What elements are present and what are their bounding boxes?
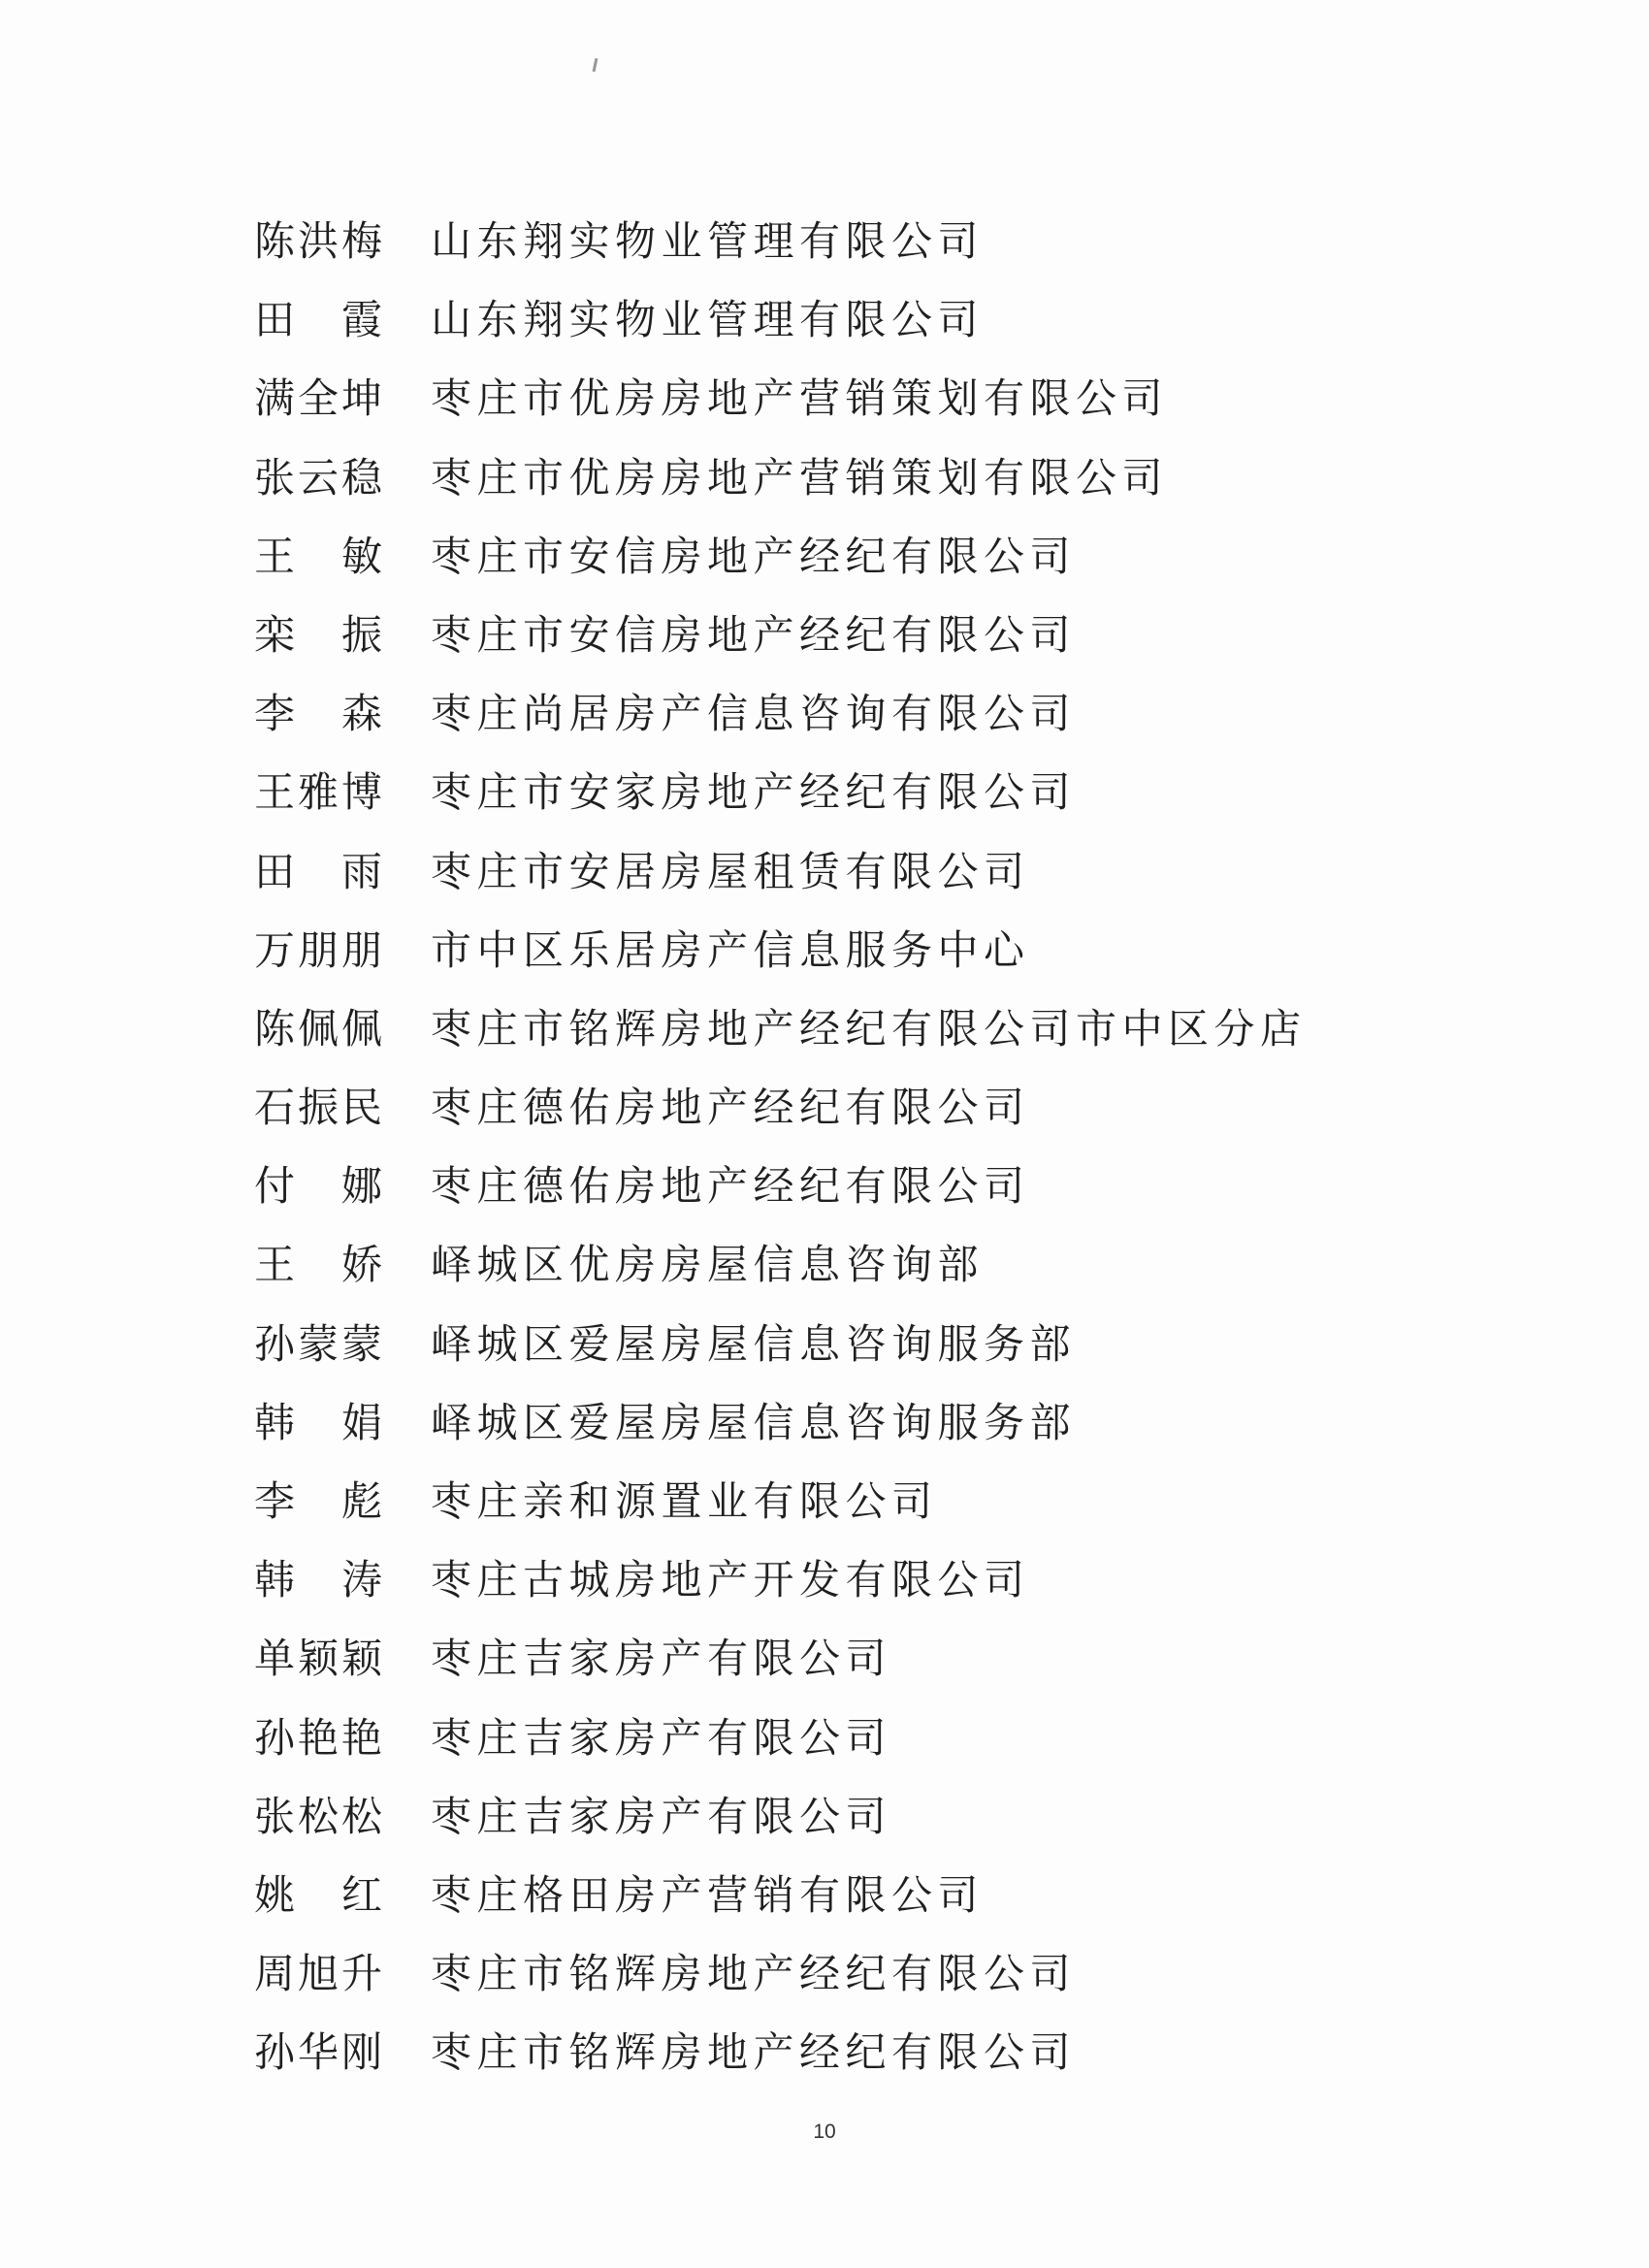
- list-item: [254, 452, 1515, 531]
- person-name: 李 彪: [254, 1477, 386, 1525]
- person-name: 田 雨: [254, 847, 386, 895]
- person-name: 田 霞: [254, 296, 386, 344]
- company-name: 枣庄市铭辉房地产经纪有限公司市中区分店: [431, 1004, 1307, 1053]
- list-item: [254, 1948, 1515, 2026]
- list-item: [254, 531, 1515, 609]
- company-name: 峄城区爱屋房屋信息咨询服务部: [431, 1398, 1077, 1446]
- list-item: [254, 1869, 1515, 1948]
- company-name: 枣庄市优房房地产营销策划有限公司: [431, 374, 1169, 423]
- company-name: 峄城区优房房屋信息咨询部: [431, 1241, 985, 1289]
- list-item: [254, 2026, 1515, 2105]
- company-name: 峄城区爱屋房屋信息咨询服务部: [431, 1319, 1077, 1368]
- person-name: 张松松: [254, 1792, 386, 1840]
- list-item: [254, 1318, 1515, 1397]
- list-item: [254, 1082, 1515, 1160]
- person-name: 李 森: [254, 690, 386, 738]
- person-name: 单颖颖: [254, 1635, 386, 1683]
- scan-artifact-mark: [593, 58, 598, 72]
- person-name: 陈洪梅: [254, 217, 386, 265]
- list-item: [254, 924, 1515, 1003]
- list-item: [254, 294, 1515, 373]
- list-item: [254, 1554, 1515, 1633]
- person-name: 万朋朋: [254, 925, 386, 974]
- person-name: 姚 红: [254, 1870, 386, 1919]
- list-item: [254, 1003, 1515, 1082]
- person-name: 周旭升: [254, 1950, 386, 1998]
- person-name: 满全坤: [254, 374, 386, 423]
- person-name: 王 娇: [254, 1241, 386, 1289]
- list-item: [254, 1239, 1515, 1317]
- person-name: 付 娜: [254, 1162, 386, 1211]
- list-item: [254, 688, 1515, 766]
- page-number: 10: [813, 2121, 836, 2143]
- person-name: 王雅博: [254, 768, 386, 817]
- list-item: [254, 373, 1515, 451]
- company-name: 山东翔实物业管理有限公司: [431, 296, 985, 344]
- person-name: 陈佩佩: [254, 1004, 386, 1053]
- person-name: 栾 振: [254, 610, 386, 659]
- company-name: 枣庄市安信房地产经纪有限公司: [431, 610, 1077, 659]
- list-item: [254, 1633, 1515, 1711]
- person-name: 石振民: [254, 1084, 386, 1132]
- company-name: 枣庄德佑房地产经纪有限公司: [431, 1084, 1030, 1132]
- list-item: [254, 1475, 1515, 1554]
- person-name: 韩 涛: [254, 1556, 386, 1604]
- list-item: [254, 1397, 1515, 1475]
- person-name: 张云稳: [254, 453, 386, 502]
- company-name: 枣庄市安信房地产经纪有限公司: [431, 532, 1077, 580]
- list-item: [254, 766, 1515, 845]
- person-name: 孙华刚: [254, 2028, 386, 2077]
- list-item: [254, 846, 1515, 924]
- person-name: 孙艳艳: [254, 1713, 386, 1762]
- company-name: 枣庄吉家房产有限公司: [431, 1792, 892, 1840]
- company-name: 枣庄市铭辉房地产经纪有限公司: [431, 2028, 1077, 2077]
- list-item: [254, 215, 1515, 294]
- person-name: 王 敏: [254, 532, 386, 580]
- list-item: [254, 609, 1515, 688]
- company-name: 枣庄德佑房地产经纪有限公司: [431, 1162, 1030, 1211]
- name-company-list: [254, 215, 1515, 2106]
- company-name: 枣庄亲和源置业有限公司: [431, 1477, 938, 1525]
- list-item: [254, 1160, 1515, 1239]
- company-name: 枣庄市安居房屋租赁有限公司: [431, 847, 1030, 895]
- company-name: 枣庄市铭辉房地产经纪有限公司: [431, 1950, 1077, 1998]
- company-name: 枣庄吉家房产有限公司: [431, 1635, 892, 1683]
- company-name: 枣庄尚居房产信息咨询有限公司: [431, 690, 1077, 738]
- company-name: 枣庄吉家房产有限公司: [431, 1713, 892, 1762]
- person-name: 孙蒙蒙: [254, 1319, 386, 1368]
- company-name: 市中区乐居房产信息服务中心: [431, 925, 1030, 974]
- list-item: [254, 1712, 1515, 1791]
- company-name: 枣庄市优房房地产营销策划有限公司: [431, 453, 1169, 502]
- person-name: 韩 娟: [254, 1398, 386, 1446]
- company-name: 枣庄格田房产营销有限公司: [431, 1870, 985, 1919]
- company-name: 枣庄古城房地产开发有限公司: [431, 1556, 1030, 1604]
- company-name: 山东翔实物业管理有限公司: [431, 217, 985, 265]
- list-item: [254, 1791, 1515, 1869]
- company-name: 枣庄市安家房地产经纪有限公司: [431, 768, 1077, 817]
